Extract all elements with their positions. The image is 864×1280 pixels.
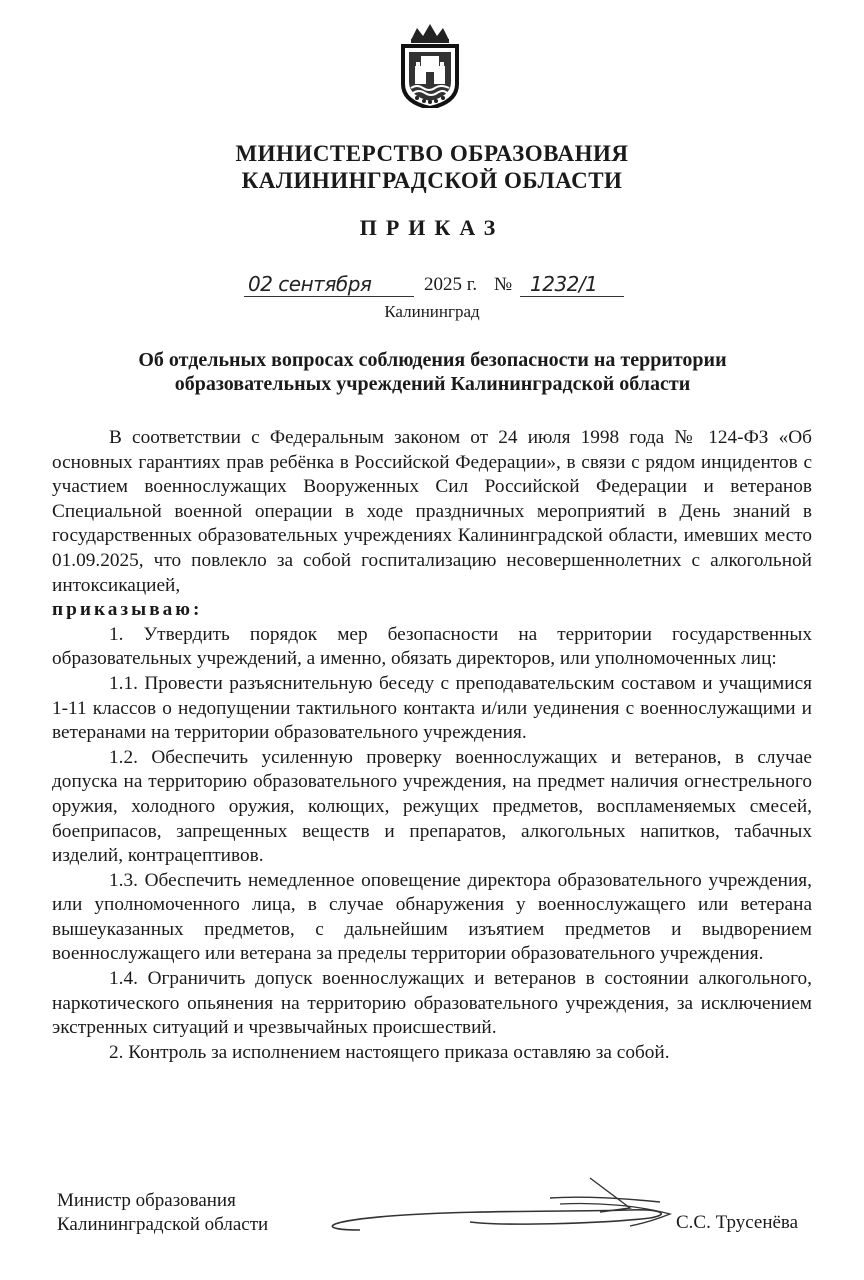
coat-of-arms-icon xyxy=(397,22,463,108)
document-body xyxy=(52,426,812,1065)
item-1: 1. Утвердить порядок мер безопасности на территории государственных образовательных учреждений, а именно, обязать директоров, или уполномоченных лиц: xyxy=(52,623,812,670)
year-text: 2025 г. xyxy=(424,274,478,295)
ministry-name-line2: КАЛИНИНГРАДСКОЙ ОБЛАСТИ xyxy=(241,168,623,193)
item-1-1: 1.1. Провести разъяснительную беседу с преподавательским составом и учащимися 1-11 классов о недопущении тактильного контакта и/или уединения с военнослужащими и ветеранами на территории образовательного учреждения. xyxy=(52,672,812,744)
signatory-title-line1: Министр образования xyxy=(57,1190,236,1211)
intro-paragraph: В соответствии с Федеральным законом от 24 июля 1998 года № 124-ФЗ «Об основных гарантиях прав ребёнка в Российской Федерации», в связи с рядом инцидентов с участием военнослужащих Вооруженных Сил Российской Федерации и ветеранов Специальной военной операции в ходе праздничных мероприятий в День знаний в государственных образовательных учреждениях Калининградской области, имевших место 01.09.2025, что повлекло за собой госпитализацию несовершеннолетних с алкогольной интоксикацией, xyxy=(52,427,812,596)
item-2: 2. Контроль за исполнением настоящего приказа оставляю за собой. xyxy=(109,1041,670,1063)
document-type-heading: ПРИКАЗ xyxy=(359,215,505,240)
date-number-line xyxy=(240,272,640,302)
handwritten-number: 1232/1 xyxy=(530,272,598,296)
signatory-name: С.С. Трусенёва xyxy=(676,1212,799,1233)
subject-line1: Об отдельных вопросах соблюдения безопасности на территории xyxy=(138,349,727,371)
item-1-4: 1.4. Ограничить допуск военнослужащих и ветеранов в состоянии алкогольного, наркотического опьянения на территорию образовательного учреждения, за исключением экстренных ситуаций и чрезвычайных происшествий. xyxy=(52,968,812,1039)
order-word: приказываю: xyxy=(52,599,203,621)
city-name: Калининград xyxy=(384,302,480,321)
item-1-2: 1.2. Обеспечить усиленную проверку военнослужащих и ветеранов, в случае допуска на территорию образовательного учреждения, на предмет наличия огнестрельного оружия, холодного оружия, колющих, режущих предметов, воспламеняемых смесей, боеприпасов, запрещенных веществ и препаратов, алкогольных напитков, табачных изделий, контрацептивов. xyxy=(52,746,812,867)
signatory-title-line2: Калининградской области xyxy=(57,1214,269,1235)
handwritten-signature xyxy=(300,1168,700,1268)
signatory-title xyxy=(57,1189,268,1237)
handwritten-date: 02 сентября xyxy=(248,272,372,296)
ministry-name-line1: МИНИСТЕРСТВО ОБРАЗОВАНИЯ xyxy=(235,141,629,166)
document-subject xyxy=(60,348,805,396)
item-1-3: 1.3. Обеспечить немедленное оповещение директора образовательного учреждения, или уполномоченного лица, в случае обнаружения у военнослужащего или ветерана вышеуказанных предметов, с дальнейшим изъятием предметов и выдворением военнослужащего или ветерана за пределы территории образовательного учреждения. xyxy=(52,869,812,965)
number-label: № xyxy=(494,274,513,295)
subject-line2: образовательных учреждений Калининградской области xyxy=(174,373,691,395)
